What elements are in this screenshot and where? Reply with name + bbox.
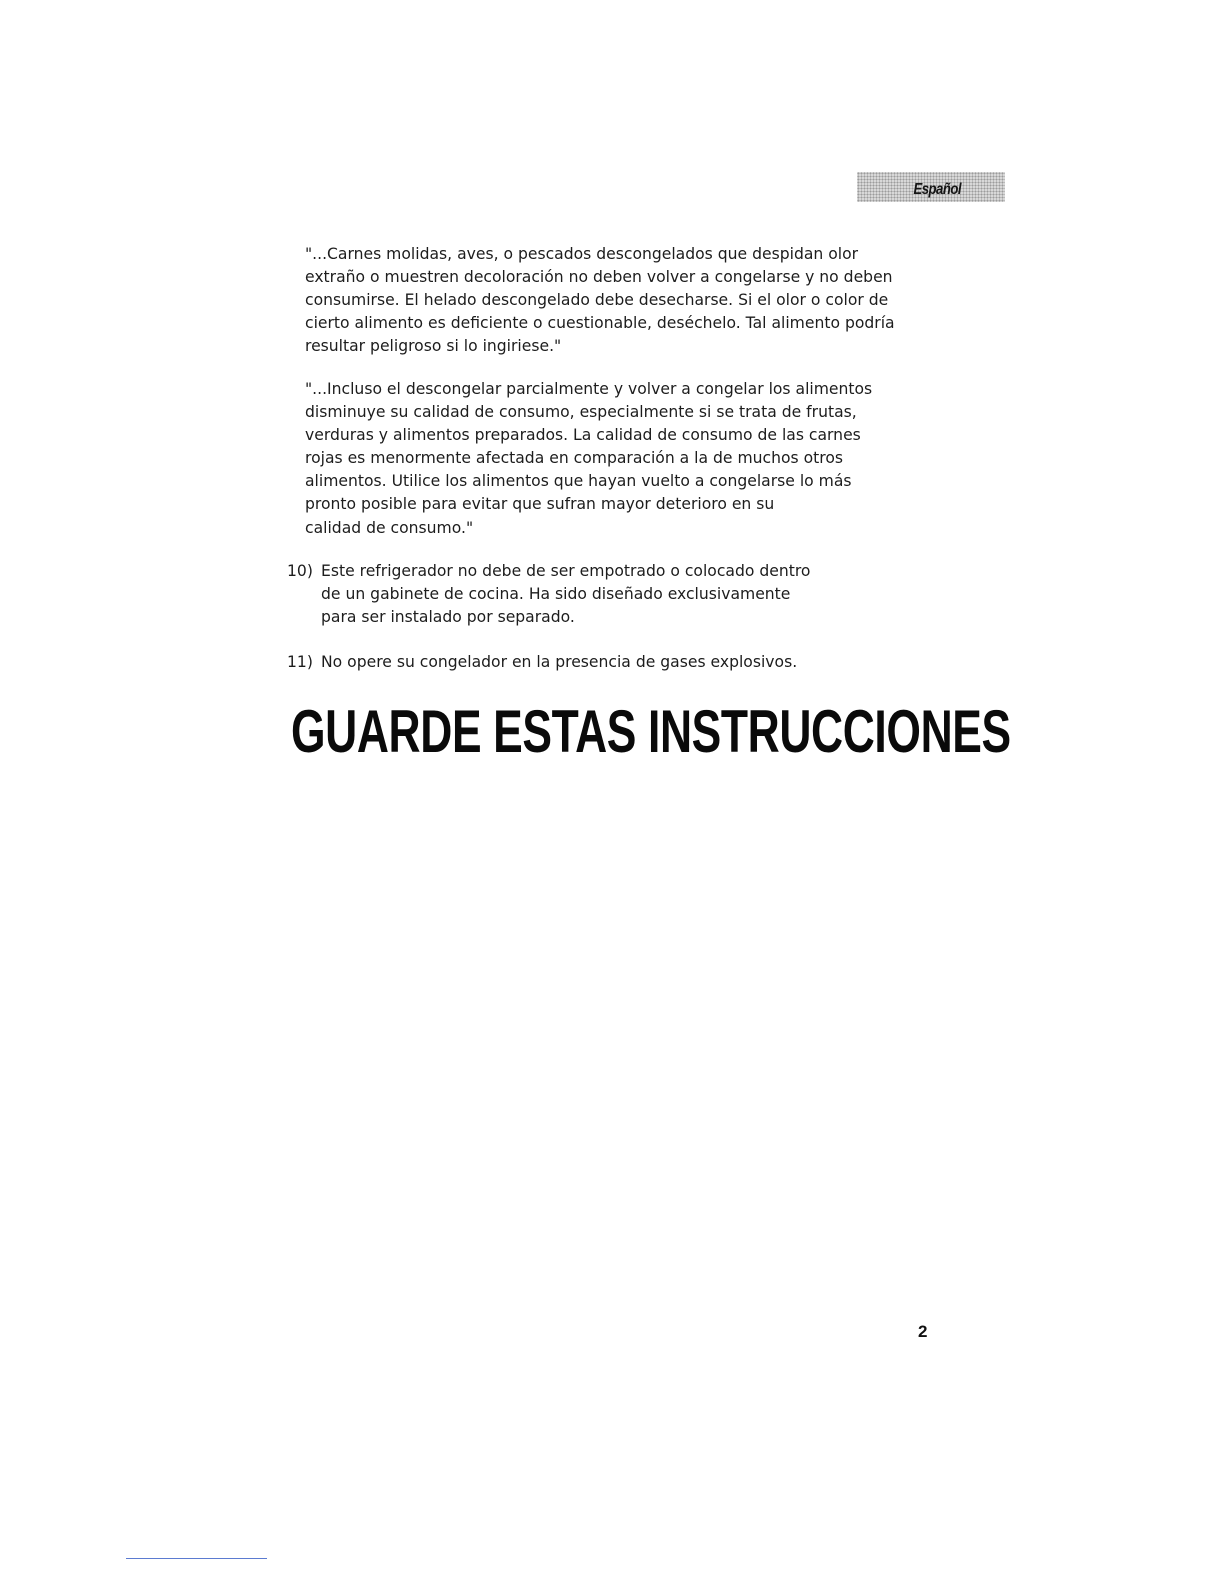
list-item-number: 10) <box>287 562 313 580</box>
quote-paragraph-refreezing: "...Incluso el descongelar parcialmente y volver a congelar los alimentos disminuye su calidad de consumo, especialmente si se trata de frutas, verduras y alimentos preparados. La calidad de consumo de las carnes rojas es menormente afectada en comparación a la de muchos otros alimentos. Utilice los alimentos que hayan vuelto a congelarse lo más pronto posible para evitar que sufran mayor deterioro en su calidad de consumo." <box>305 380 873 537</box>
page-title: GUARDE ESTAS INSTRUCCIONES <box>291 698 1011 765</box>
language-tab-label: Español <box>913 181 961 198</box>
list-item-number: 11) <box>287 653 313 671</box>
quote-paragraph-ground-meats: "...Carnes molidas, aves, o pescados descongelados que despidan olor extraño o muestren decoloración no deben volver a congelarse y no deben consumirse. El helado descongelado debe desecharse. Si el olor o color de cierto alimento es deficiente o cuestionable, deséchelo. Tal alimento podría resultar peligroso si lo ingiriese." <box>305 245 895 356</box>
list-item <box>287 651 947 674</box>
footer-rule <box>126 1558 267 1559</box>
page-number: 2 <box>918 1322 928 1341</box>
list-item-text: No opere su congelador en la presencia de gases explosivos. <box>321 653 798 671</box>
list-item-text: Este refrigerador no debe de ser empotrado o colocado dentro de un gabinete de cocina. Ha sido diseñado exclusivamente para ser instalado por separado. <box>321 562 811 627</box>
language-tab <box>857 172 1005 202</box>
list-item <box>287 560 947 629</box>
